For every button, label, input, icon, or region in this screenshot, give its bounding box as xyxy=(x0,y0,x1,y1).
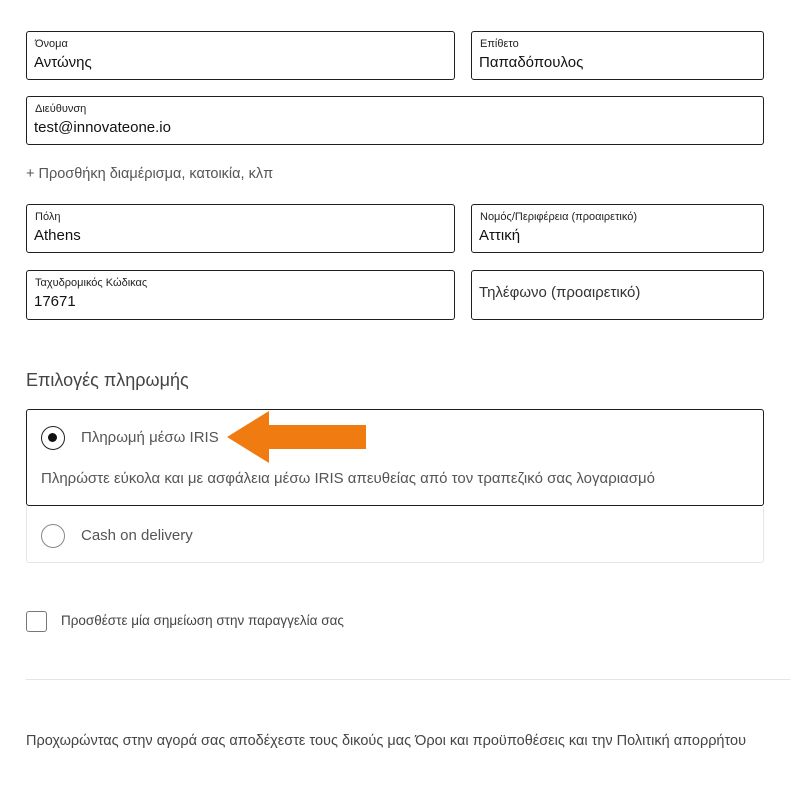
address-input[interactable] xyxy=(34,119,755,136)
region-label: Νομός/Περιφέρεια (προαιρετικό) xyxy=(480,211,638,223)
postal-code-label: Ταχυδρομικός Κώδικας xyxy=(35,277,148,289)
last-name-label: Επίθετο xyxy=(480,38,519,50)
order-note-checkbox[interactable] xyxy=(26,611,47,632)
iris-radio-button[interactable] xyxy=(41,426,65,450)
terms-notice xyxy=(26,733,746,749)
annotation-arrow-icon xyxy=(226,410,368,464)
first-name-label: Όνομα xyxy=(35,38,68,50)
first-name-input[interactable] xyxy=(34,54,446,71)
terms-link[interactable]: Όροι και προϋποθέσεις xyxy=(415,733,565,749)
add-apartment-link[interactable]: + Προσθήκη διαμέρισμα, κατοικία, κλπ xyxy=(26,166,274,182)
radio-selected-dot xyxy=(48,433,57,442)
order-note-label[interactable]: Προσθέστε μία σημείωση στην παραγγελία σας xyxy=(61,613,344,628)
last-name-input[interactable] xyxy=(479,54,755,71)
terms-middle-text: και την xyxy=(564,733,617,749)
cod-radio-button[interactable] xyxy=(41,524,65,548)
phone-field[interactable] xyxy=(471,270,764,320)
postal-code-input[interactable] xyxy=(34,293,446,310)
payment-option-iris[interactable] xyxy=(26,409,764,506)
privacy-policy-link[interactable]: Πολιτική απορρήτου xyxy=(616,733,747,749)
region-field[interactable] xyxy=(471,204,764,253)
iris-option-label[interactable]: Πληρωμή μέσω IRIS xyxy=(81,429,219,446)
divider xyxy=(26,679,790,680)
iris-option-description: Πληρώστε εύκολα και με ασφάλεια μέσω IRIS απευθείας από τον τραπεζικό σας λογαριασμό xyxy=(41,470,655,487)
city-label: Πόλη xyxy=(35,211,61,223)
address-label: Διεύθυνση xyxy=(35,103,87,115)
phone-input[interactable] xyxy=(479,284,755,301)
city-input[interactable] xyxy=(34,227,446,244)
payment-option-cod[interactable] xyxy=(26,506,764,563)
region-input[interactable] xyxy=(479,227,755,244)
cod-option-label[interactable]: Cash on delivery xyxy=(81,527,193,544)
terms-prefix-text: Προχωρώντας στην αγορά σας αποδέχεστε τους δικούς μας xyxy=(26,733,416,749)
postal-code-field[interactable] xyxy=(26,270,455,320)
last-name-field[interactable] xyxy=(471,31,764,80)
city-field[interactable] xyxy=(26,204,455,253)
payment-section-title: Επιλογές πληρωμής xyxy=(26,370,189,390)
address-field[interactable] xyxy=(26,96,764,145)
first-name-field[interactable] xyxy=(26,31,455,80)
